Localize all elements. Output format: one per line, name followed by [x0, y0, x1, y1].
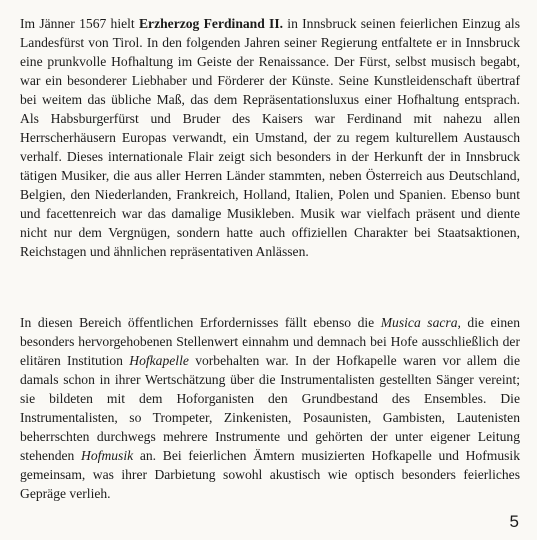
- page-number: 5: [509, 512, 519, 531]
- body-text-paragraph-1: [20, 14, 520, 261]
- body-text-paragraph-2: [20, 313, 520, 503]
- paragraph-2-text-3: vorbehalten war. In der Hofkapelle waren vor allem die damals schon in ihrer Wertschätzung über die Instrumentalisten gestellten Sänger vereint; sie bildeten mit dem Hoforganisten den Grundbestand des Ensembles. Die Instrumentalisten, so Trompeter, Zinkenisten, Posaunisten, Gambisten, Lautenisten beherrschten durchwegs mehrere Instrumente und gehörten der unter eigener Leitung stehenden: [20, 353, 520, 463]
- paragraph-2-italic-1: Musica sacra: [380, 315, 458, 330]
- paragraph-2-italic-3: Hofmusik: [81, 448, 134, 463]
- paragraph-1-bold-name: Erzherzog Ferdinand II.: [138, 16, 284, 31]
- paragraph-2-text-2: , die einen besonders hervorgehobenen Stellenwert einnahm und demnach bei Hofe ausschließlich der elitären Institution: [20, 315, 520, 368]
- paragraph-1-text-2: in Innsbruck seinen feierlichen Einzug als Landesfürst von Tirol. In den folgenden Jahren seiner Regierung entfaltete er in Innsbruck eine prunkvolle Hofhaltung im Geiste der Renaissance. Der Fürst, selbst musisch begabt, war ein besonderer Liebhaber und Förderer der Künste. Seine Kunstleidenschaft übertraf bei weitem das übliche Maß, das dem Repräsentationsluxus einer Hofhaltung entsprach. Als Habsburgerfürst und Bruder des Kaisers war Ferdinand mit nahezu allen Herrscherhäusern Europas verwandt, ein Umstand, der zu regem kulturellem Austausch verhalf. Dieses internationale Flair zeigt sich besonders in der Herkunft der in Innsbruck tätigen Musiker, die aus aller Herren Länder stammten, neben Österreich aus Deutschland, Belgien, den Niederlanden, Frankreich, Holland, Italien, Polen und Spanien. Ebenso bunt und facettenreich war das damalige Musikleben. Musik war vielfach präsent und diente nicht nur dem Vergnügen, sondern hatte auch offiziellen Charakter bei Staatsaktionen, Reichstagen und ähnlichen repräsentativen Anlässen.: [20, 16, 520, 259]
- paragraph-2-text-4: an. Bei feierlichen Ämtern musizierten Hofkapelle und Hofmusik gemeinsam, was ihrer Darbietung sowohl akustisch wie optisch besonders feierliches Gepräge verlieh.: [20, 448, 520, 501]
- paragraph-2-italic-2: Hofkapelle: [129, 353, 189, 368]
- paragraph-2: [20, 313, 520, 503]
- paragraph-1-text-1: Im Jänner 1567 hielt: [20, 16, 139, 31]
- paragraph-1: [20, 14, 520, 261]
- paragraph-2-text-1: In diesen Bereich öffentlichen Erfordernisses fällt ebenso die: [20, 315, 381, 330]
